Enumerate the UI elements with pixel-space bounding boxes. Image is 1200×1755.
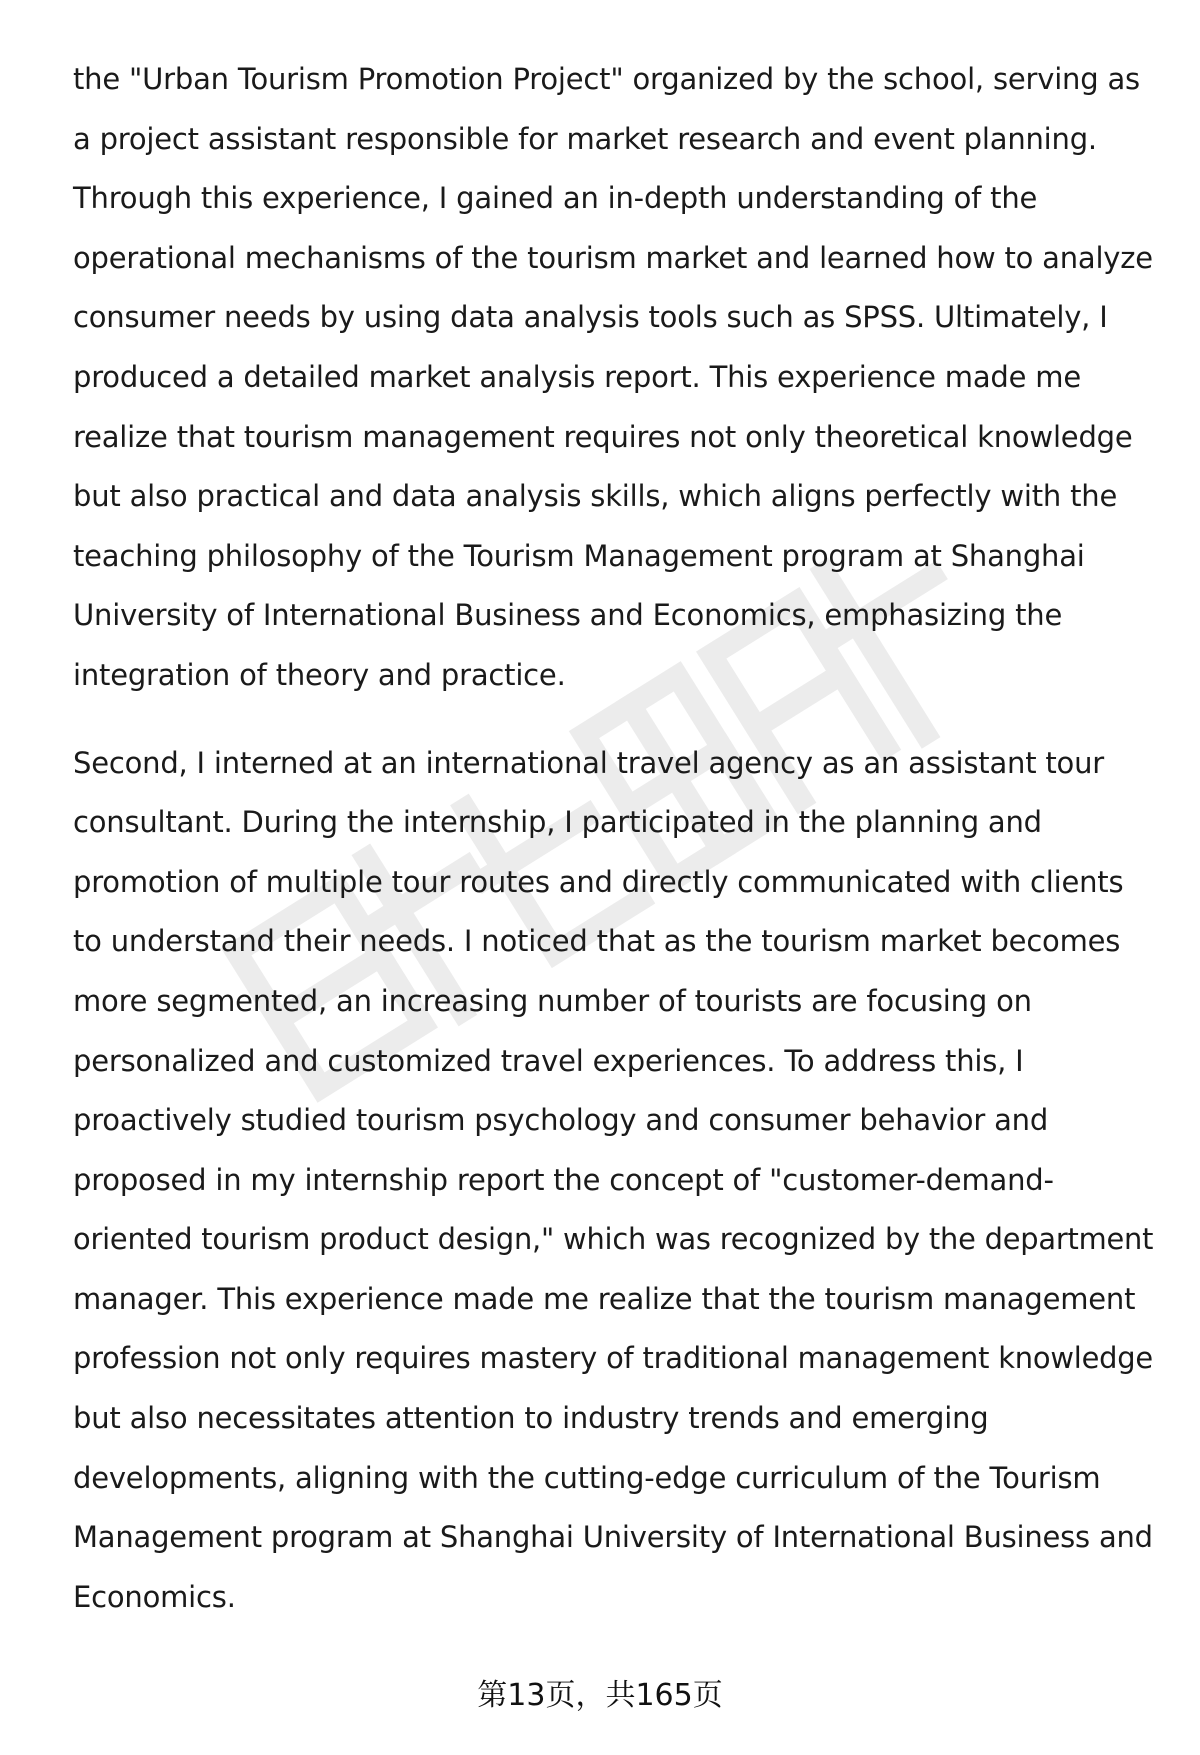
- text-line: but also necessitates attention to industry trends and emerging: [73, 1401, 989, 1436]
- text-line: a project assistant responsible for market research and event planning.: [73, 121, 1097, 156]
- document-body: [73, 50, 1153, 1627]
- text-line: Economics.: [73, 1579, 236, 1614]
- text-line: profession not only requires mastery of traditional management knowledge: [73, 1341, 1154, 1376]
- text-line: to understand their needs. I noticed that as the tourism market becomes: [73, 924, 1121, 959]
- text-line: personalized and customized travel experiences. To address this, I: [73, 1043, 1024, 1078]
- text-line: Second, I interned at an international travel agency as an assistant tour: [73, 745, 1105, 780]
- text-line: Through this experience, I gained an in-depth understanding of the: [73, 181, 1038, 216]
- text-line: more segmented, an increasing number of tourists are focusing on: [73, 983, 1032, 1018]
- text-line: integration of theory and practice.: [73, 657, 566, 692]
- text-line: promotion of multiple tour routes and directly communicated with clients: [73, 864, 1124, 899]
- text-line: proactively studied tourism psychology and consumer behavior and: [73, 1103, 1049, 1138]
- text-line: consumer needs by using data analysis tools such as SPSS. Ultimately, I: [73, 300, 1108, 335]
- paragraph-1: [73, 50, 1153, 706]
- text-line: University of International Business and Economics, emphasizing the: [73, 598, 1063, 633]
- text-line: operational mechanisms of the tourism market and learned how to analyze: [73, 240, 1153, 275]
- text-line: produced a detailed market analysis report. This experience made me: [73, 359, 1081, 394]
- text-line: Management program at Shanghai University of International Business and: [73, 1520, 1153, 1555]
- text-line: consultant. During the internship, I participated in the planning and: [73, 805, 1042, 840]
- text-line: oriented tourism product design," which was recognized by the department: [73, 1222, 1154, 1257]
- text-line: realize that tourism management requires not only theoretical knowledge: [73, 419, 1133, 454]
- page-number-footer: 第13页，共165页: [477, 1678, 723, 1713]
- text-line: but also practical and data analysis skills, which aligns perfectly with the: [73, 479, 1118, 514]
- text-line: teaching philosophy of the Tourism Management program at Shanghai: [73, 538, 1085, 573]
- text-line: the "Urban Tourism Promotion Project" organized by the school, serving as: [73, 62, 1140, 96]
- text-line: manager. This experience made me realize that the tourism management: [73, 1281, 1136, 1316]
- paragraph-2: [73, 734, 1153, 1628]
- text-line: developments, aligning with the cutting-edge curriculum of the Tourism: [73, 1460, 1101, 1495]
- text-line: proposed in my internship report the concept of "customer-demand-: [73, 1162, 1054, 1197]
